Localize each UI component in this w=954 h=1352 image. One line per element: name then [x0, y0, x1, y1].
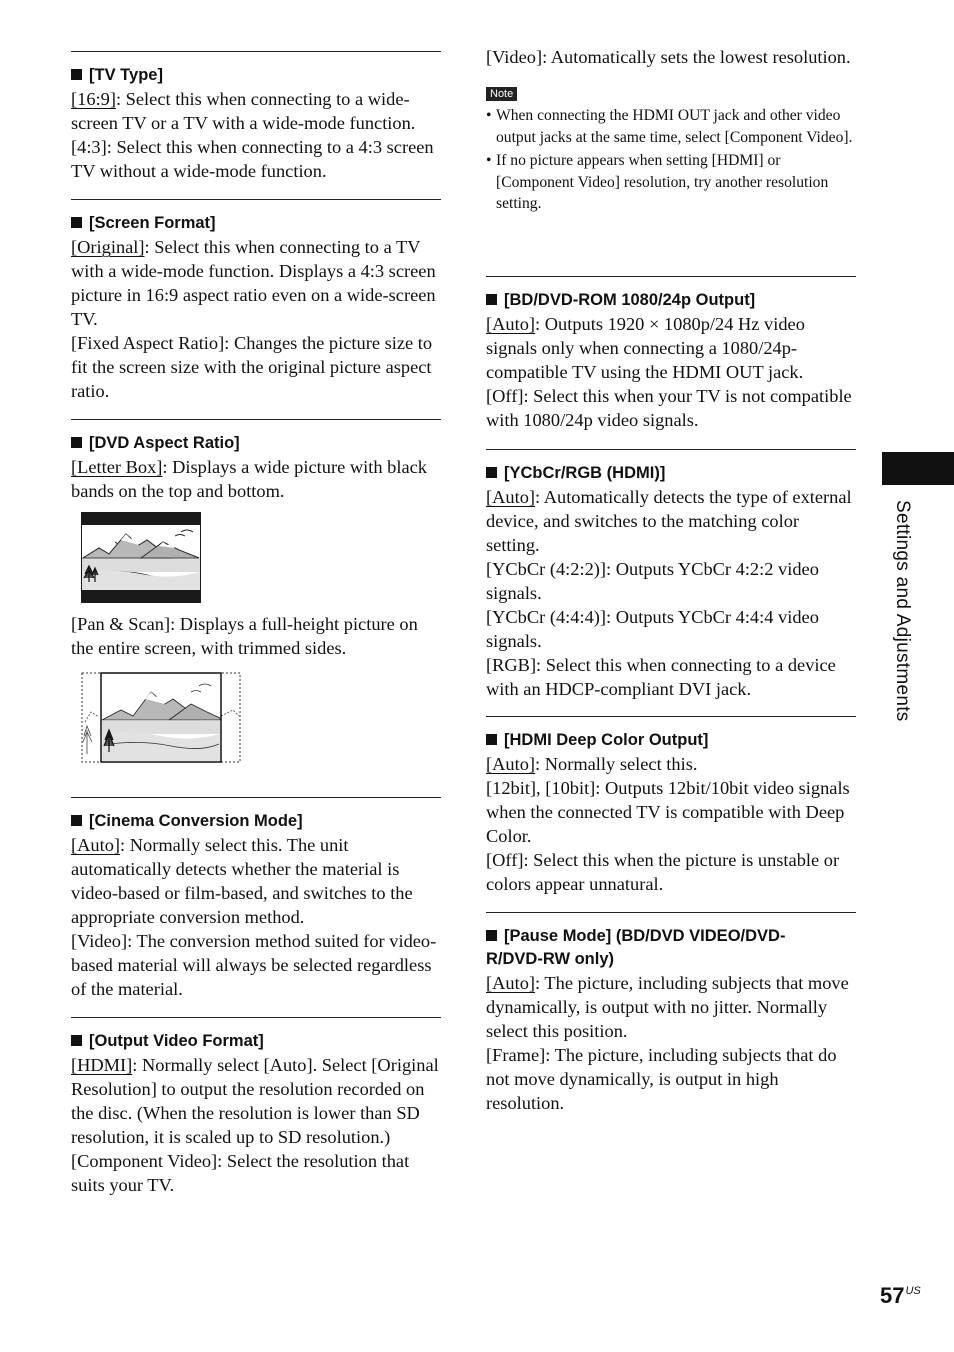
option-description: [Auto]: Automatically detects the type of external device, and switches to the matching color setting.: [486, 487, 852, 555]
square-bullet-icon: [486, 734, 497, 745]
section-pause-mode: [486, 912, 856, 1115]
section-divider: [71, 199, 441, 200]
pan-scan-illustration: [81, 672, 241, 764]
option-description: [12bit], [10bit]: Outputs 12bit/10bit video signals when the connected TV is compatible with Deep Color.: [486, 778, 850, 846]
note-item: • If no picture appears when setting [HDMI] or [Component Video] resolution, try another resolution setting.: [486, 150, 856, 215]
section-heading: [Pause Mode] (BD/DVD VIDEO/DVD-R/DVD-RW only): [486, 927, 786, 968]
option-description: [HDMI]: Normally select [Auto]. Select [Original Resolution] to output the resolution recorded on the disc. (When the resolution is lower than SD resolution, it is scaled up to SD resolution.): [71, 1055, 439, 1147]
square-bullet-icon: [486, 294, 497, 305]
option-description: [Original]: Select this when connecting to a TV with a wide-mode function. Displays a 4:3 screen picture in 16:9 aspect ratio even on a wide-screen TV.: [71, 237, 436, 329]
page-number: $57^{US}$: [880, 1283, 921, 1308]
page-region-suffix: US: [905, 1285, 921, 1297]
square-bullet-icon: [71, 69, 82, 80]
default-option: [Auto]: [71, 835, 121, 855]
section-heading: [YCbCr/RGB (HDMI)]: [486, 462, 856, 485]
note-item: • When connecting the HDMI OUT jack and other video output jacks at the same time, select [Component Video].: [486, 105, 856, 148]
section-heading: [Cinema Conversion Mode]: [71, 810, 441, 833]
option-description: [16:9]: Select this when connecting to a wide-screen TV or a TV with a wide-mode function.: [71, 89, 416, 133]
option-description: [Fixed Aspect Ratio]: Changes the picture size to fit the screen size with the original picture aspect ratio.: [71, 333, 433, 401]
section-divider: [71, 1017, 441, 1018]
default-option: [Auto]: [486, 754, 536, 774]
section-heading: [Screen Format]: [71, 212, 441, 235]
default-option: [Auto]: [486, 487, 536, 507]
section-output-video-format: [71, 1017, 441, 1197]
continued-output-video-format: [486, 45, 856, 217]
section-divider: [71, 797, 441, 798]
section-heading: [DVD Aspect Ratio]: [71, 432, 441, 455]
section-bd-dvd-rom-output: [486, 276, 856, 432]
option-description: [Auto]: Outputs 1920 × 1080p/24 Hz video signals only when connecting a 1080/24p-compatible TV using the HDMI OUT jack.: [486, 314, 805, 382]
section-hdmi-deep-color: [486, 716, 856, 896]
section-cinema-conversion-mode: [71, 797, 441, 1001]
section-divider: [486, 449, 856, 450]
section-heading: [BD/DVD-ROM 1080/24p Output]: [486, 289, 856, 312]
section-divider: [71, 51, 441, 52]
note-label: Note: [486, 87, 517, 101]
option-description: [4:3]: Select this when connecting to a 4:3 screen TV without a wide-mode function.: [71, 137, 434, 181]
section-screen-format: [71, 199, 441, 403]
chapter-tab-marker: [882, 452, 954, 485]
section-divider: [486, 716, 856, 717]
option-description: [YCbCr (4:4:4)]: Outputs YCbCr 4:4:4 video signals.: [486, 607, 819, 651]
square-bullet-icon: [486, 930, 497, 941]
option-description: [YCbCr (4:2:2)]: Outputs YCbCr 4:2:2 video signals.: [486, 559, 819, 603]
option-description: [Letter Box]: Displays a wide picture with black bands on the top and bottom.: [71, 457, 427, 501]
option-description: [Auto]: Normally select this.: [486, 754, 698, 774]
square-bullet-icon: [71, 437, 82, 448]
square-bullet-icon: [71, 217, 82, 228]
option-description: [RGB]: Select this when connecting to a device with an HDCP-compliant DVI jack.: [486, 655, 836, 699]
option-description: [Pan & Scan]: Displays a full-height picture on the entire screen, with trimmed sides.: [71, 614, 418, 658]
section-tv-type: [71, 51, 441, 183]
square-bullet-icon: [71, 815, 82, 826]
default-option: [Auto]: [486, 314, 536, 334]
section-divider: [71, 419, 441, 420]
section-heading: [TV Type]: [71, 64, 441, 87]
letterbox-illustration: [81, 512, 201, 603]
default-option: [Auto]: [486, 973, 536, 993]
square-bullet-icon: [486, 467, 497, 478]
option-description: [Video]: The conversion method suited for video-based material will always be selected regardless of the material.: [71, 931, 437, 999]
option-description: [Component Video]: Select the resolution that suits your TV.: [71, 1151, 410, 1195]
option-description: [Auto]: Normally select this. The unit automatically detects whether the material is video-based or film-based, and switches to the appropriate conversion method.: [71, 835, 413, 927]
default-option: [Letter Box]: [71, 457, 163, 477]
default-option: [16:9]: [71, 89, 116, 109]
section-ycbcr-rgb: [486, 449, 856, 701]
section-heading: [HDMI Deep Color Output]: [486, 729, 856, 752]
default-option: [Original]: [71, 237, 145, 257]
section-divider: [486, 912, 856, 913]
default-option: [HDMI]: [71, 1055, 133, 1075]
option-description: [Off]: Select this when your TV is not compatible with 1080/24p video signals.: [486, 386, 852, 430]
section-divider: [486, 276, 856, 277]
section-heading: [Output Video Format]: [71, 1030, 441, 1053]
square-bullet-icon: [71, 1035, 82, 1046]
option-description: [Auto]: The picture, including subjects that move dynamically, is output with no jitter. Normally select this position.: [486, 973, 849, 1041]
option-description: [Video]: Automatically sets the lowest resolution.: [486, 47, 851, 67]
chapter-side-label: Settings and Adjustments: [892, 500, 913, 722]
note-block: [486, 84, 856, 215]
option-description: [Frame]: The picture, including subjects that do not move dynamically, is output in high resolution.: [486, 1045, 837, 1113]
option-description: [Off]: Select this when the picture is unstable or colors appear unnatural.: [486, 850, 840, 894]
